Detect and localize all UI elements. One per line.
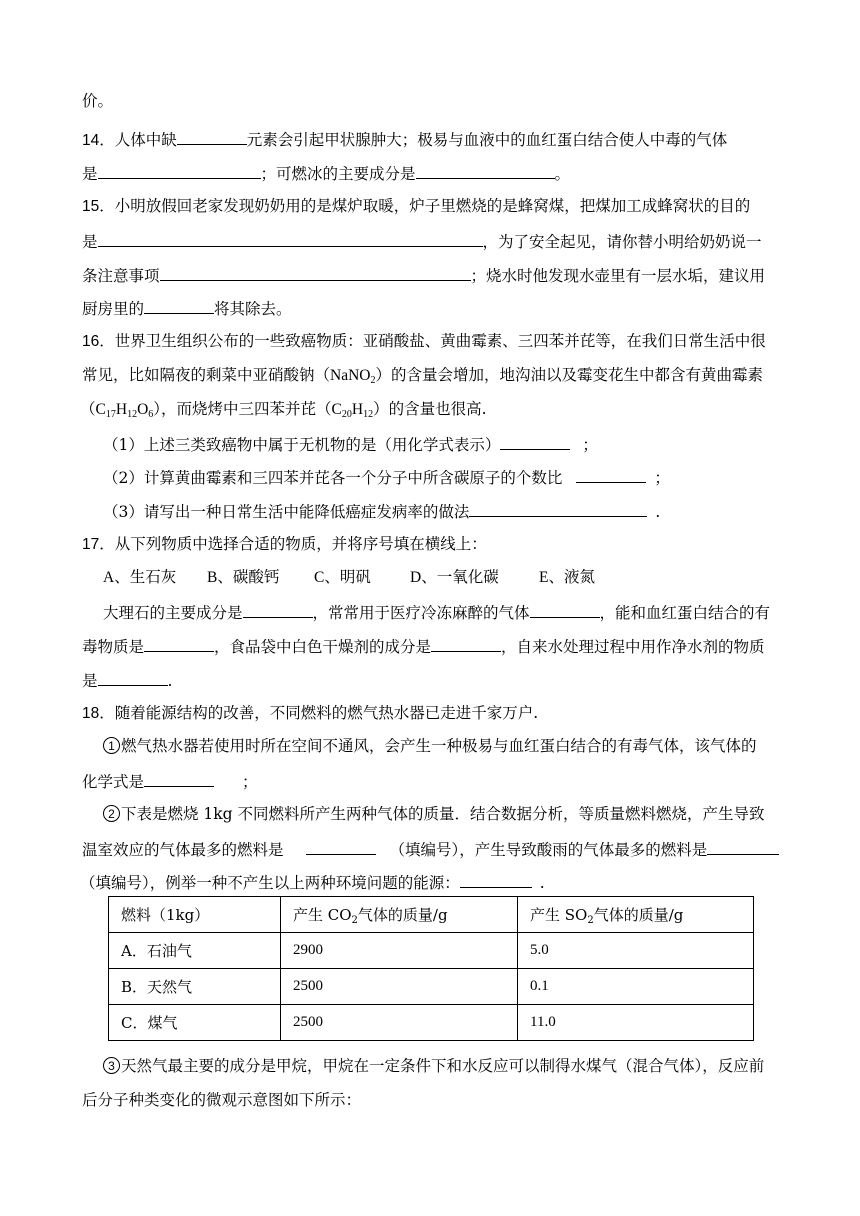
q17-line5: 是 . bbox=[82, 669, 172, 691]
table-row bbox=[109, 933, 754, 969]
table-cell: 0.1 bbox=[518, 969, 754, 1005]
q16-sub1: （1）上述三类致癌物中属于无机物的是（用化学式表示） ； bbox=[103, 433, 598, 455]
q14-blank-combustible-ice[interactable] bbox=[416, 162, 555, 179]
q16-blank-carbon-ratio[interactable] bbox=[576, 466, 646, 483]
q17-options bbox=[103, 567, 595, 588]
q17-line1: 17．从下列物质中选择合适的物质，并将序号填在横线上： bbox=[82, 535, 487, 553]
q17-number: 17． bbox=[82, 536, 115, 553]
q16-blank-prevention[interactable] bbox=[469, 500, 647, 517]
table-row bbox=[109, 969, 754, 1005]
formula-nano2: NaNO$_2$ bbox=[330, 367, 376, 386]
q16-blank-inorganic[interactable] bbox=[500, 433, 570, 450]
q16-line3: $(C_{17}H_{12}O_6)$，而烧烤中三四苯并芘$(C_{20}H_{12})$的含量也很高. bbox=[80, 400, 487, 420]
q15-blank-descaler[interactable] bbox=[144, 297, 214, 314]
table-header-cell: 产生 $CO_2$气体的质量/g bbox=[281, 897, 518, 933]
q17-option-b: B、碳酸钙 bbox=[207, 569, 280, 586]
circled-number-3: 3 bbox=[103, 1057, 120, 1074]
formula-benzopyrene: $C_{20}H_{12}$ bbox=[331, 401, 374, 420]
q15-line2: 是 ，为了安全起见，请你替小明给奶奶说一 bbox=[82, 230, 762, 252]
q14-line2: 是 ；可燃冰的主要成分是 。 bbox=[82, 162, 570, 184]
table-cell: 2500 bbox=[281, 969, 518, 1005]
circled-number-1: 1 bbox=[103, 737, 120, 754]
q16-line2: 常见，比如隔夜的剩菜中亚硝酸钠（NaNO$_2$）的含量会增加，地沟油以及霉变花生中都含有黄曲霉素 bbox=[82, 366, 763, 386]
q17-line3: 大理石的主要成分是 ，常常用于医疗冷冻麻醉的气体 ，能和血红蛋白结合的有 bbox=[103, 601, 770, 623]
q17-blank-toxic[interactable] bbox=[144, 635, 214, 652]
table-header-row bbox=[109, 897, 754, 933]
table-header-cell: 燃料（1kg） bbox=[109, 897, 281, 933]
q14-line1: 14．人体中缺 元素会引起甲状腺肿大；极易与血液中的血红蛋白结合使人中毒的气体 bbox=[82, 128, 727, 151]
q16-number: 16． bbox=[82, 333, 115, 350]
q18-blank-greenhouse-fuel[interactable] bbox=[306, 838, 376, 855]
q18-part3-line2: 后分子种类变化的微观示意图如下所示： bbox=[82, 1091, 362, 1109]
fuel-emissions-table bbox=[108, 896, 754, 1041]
q17-blank-anesthesia-gas[interactable] bbox=[530, 601, 600, 618]
q17-blank-desiccant[interactable] bbox=[431, 635, 501, 652]
q15-line1: 15．小明放假回老家发现奶奶用的是煤炉取暖，炉子里燃烧的是蜂窝煤，把煤加工成蜂窝状的目的 bbox=[82, 197, 751, 215]
q18-line1: 18．随着能源结构的改善，不同燃料的燃气热水器已走进千家万户. bbox=[82, 704, 539, 722]
table-row bbox=[109, 1005, 754, 1041]
table-cell: A．石油气 bbox=[109, 933, 281, 969]
table-cell: C．煤气 bbox=[109, 1005, 281, 1041]
table-cell: B．天然气 bbox=[109, 969, 281, 1005]
table-cell: 5.0 bbox=[518, 933, 754, 969]
q17-option-d: D、一氧化碳 bbox=[410, 569, 499, 586]
q17-option-a: A、生石灰 bbox=[103, 569, 177, 586]
q18-part2-line2: 温室效应的气体最多的燃料是 （填编号），产生导致酸雨的气体最多的燃料是 bbox=[82, 838, 779, 860]
carry-over-text: 价。 bbox=[82, 92, 114, 110]
q18-number: 18． bbox=[82, 705, 115, 722]
q18-blank-toxic-formula[interactable] bbox=[144, 770, 214, 787]
q18-blank-acid-rain-fuel[interactable] bbox=[707, 838, 779, 855]
table-cell: 2500 bbox=[281, 1005, 518, 1041]
q16-sub3: （3）请写出一种日常生活中能降低癌症发病率的做法 . bbox=[103, 500, 660, 522]
q14-blank-toxic-gas[interactable] bbox=[98, 162, 261, 179]
q18-part1-line1: 1 燃气热水器若使用时所在空间不通风，会产生一种极易与血红蛋白结合的有毒气体，该气体的 bbox=[103, 736, 757, 756]
formula-aflatoxin: $C_{17}H_{12}O_6$ bbox=[95, 401, 154, 420]
q18-part2-line1: 2 下表是燃烧 1kg 不同燃料所产生两种气体的质量．结合数据分析，等质量燃料燃烧，产生导致 bbox=[103, 804, 765, 824]
q18-part1-line2: 化学式是 ； bbox=[82, 770, 258, 792]
q16-sub2: （2）计算黄曲霉素和三四苯并芘各一个分子中所含碳原子的个数比 ； bbox=[103, 466, 670, 488]
q15-number: 15． bbox=[82, 198, 115, 215]
q15-line4: 厨房里的 将其除去。 bbox=[82, 297, 292, 319]
q17-blank-marble[interactable] bbox=[243, 601, 313, 618]
q16-line1: 16．世界卫生组织公布的一些致癌物质：亚硝酸盐、黄曲霉素、三四苯并芘等，在我们日常生活中很 bbox=[82, 332, 766, 350]
q17-option-e: E、液氮 bbox=[539, 569, 595, 586]
q18-part3-line1: 3 天然气最主要的成分是甲烷，甲烷在一定条件下和水反应可以制得水煤气（混合气体），反应前 bbox=[103, 1056, 764, 1076]
q17-line4: 毒物质是 ，食品袋中白色干燥剂的成分是 ，自来水处理过程中用作净水剂的物质 bbox=[82, 635, 765, 657]
q17-blank-purifier[interactable] bbox=[98, 669, 168, 686]
circled-number-2: 2 bbox=[103, 805, 120, 822]
q15-blank-purpose[interactable] bbox=[98, 230, 483, 247]
table-header-cell: 产生 $SO_2$气体的质量/g bbox=[518, 897, 754, 933]
table-cell: 2900 bbox=[281, 933, 518, 969]
table-cell: 11.0 bbox=[518, 1005, 754, 1041]
q14-blank-element[interactable] bbox=[177, 128, 247, 145]
q17-option-c: C、明矾 bbox=[314, 569, 371, 586]
q14-number: 14． bbox=[82, 132, 115, 149]
q15-line3: 条注意事项 ；烧水时他发现水壶里有一层水垢，建议用 bbox=[82, 264, 765, 286]
q18-blank-clean-energy[interactable] bbox=[460, 871, 532, 888]
q15-blank-safety-tip[interactable] bbox=[160, 264, 471, 281]
q18-part2-line3: （填编号），例举一种不产生以上两种环境问题的能源： . bbox=[80, 871, 545, 893]
